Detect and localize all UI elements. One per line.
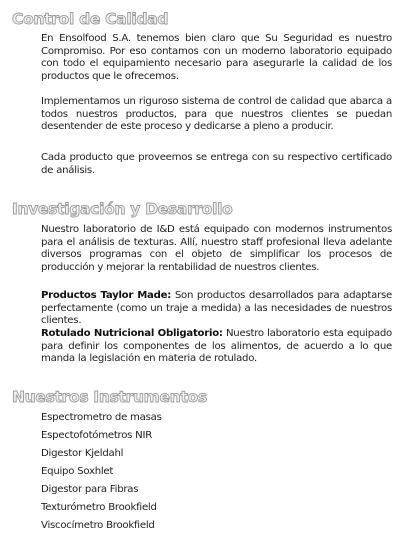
investigacion-intro-paragraph: Nuestro laboratorio de I&D está equipado con modernos instrumentos para el análisis de texturas. Allí, nuestro staff profesional lleva adelante diversos programas con el objeto de simplificar los procesos de producción y mejorar la rentabilidad de nuestros clientes.	[41, 224, 392, 273]
instrument-item: Digestor Kjeldahl	[41, 448, 124, 459]
instrument-list	[41, 409, 162, 535]
calidad-paragraph-1: En Ensolfood S.A. tenemos bien claro que Su Seguridad es nuestro Compromiso. Por eso contamos con un moderno laboratorio equipado con todo el equipamiento necesario para asegurarle la calidad de los productos que le ofrecemos.	[41, 33, 392, 82]
heading-nuestros-instrumentos: Nuestros Instrumentos	[12, 388, 207, 406]
taylor-made-label: Productos Taylor Made:	[41, 290, 172, 301]
rotulado-label: Rotulado Nutricional Obligatorio:	[41, 328, 223, 339]
instrument-item: Espectrometro de masas	[41, 412, 162, 423]
instrument-item: Espectofotómetros NIR	[41, 430, 153, 441]
heading-investigacion-desarrollo: Investigación y Desarrollo	[12, 200, 233, 218]
heading-control-calidad: Control de Calidad	[12, 10, 169, 28]
calidad-paragraph-2: Implementamos un riguroso sistema de control de calidad que abarca a todos nuestros productos, para que nuestros clientes se puedan desentender de este proceso y dedicarse a pleno a producir.	[41, 96, 392, 132]
rotulado-paragraph	[41, 328, 392, 366]
instrument-item: Viscocímetro Brookfield	[41, 520, 155, 531]
instrument-item: Texturómetro Brookfield	[41, 502, 157, 513]
instrument-item: Equipo Soxhlet	[41, 466, 114, 477]
taylor-made-text: Son productos desarrollados para adaptarse perfectamente (como un traje a medida) a las necesidades de nuestros clientes.	[41, 290, 392, 326]
instrument-item: Digestor para Fibras	[41, 484, 139, 495]
rotulado-text: Nuestro laboratorio esta equipado para definir los componentes de los alimentos, de acuerdo a lo que manda la legislación en materia de rotulado.	[41, 328, 392, 364]
taylor-made-paragraph	[41, 290, 392, 328]
calidad-paragraph-3: Cada producto que proveemos se entrega con su respectivo certificado de análisis.	[41, 152, 392, 176]
